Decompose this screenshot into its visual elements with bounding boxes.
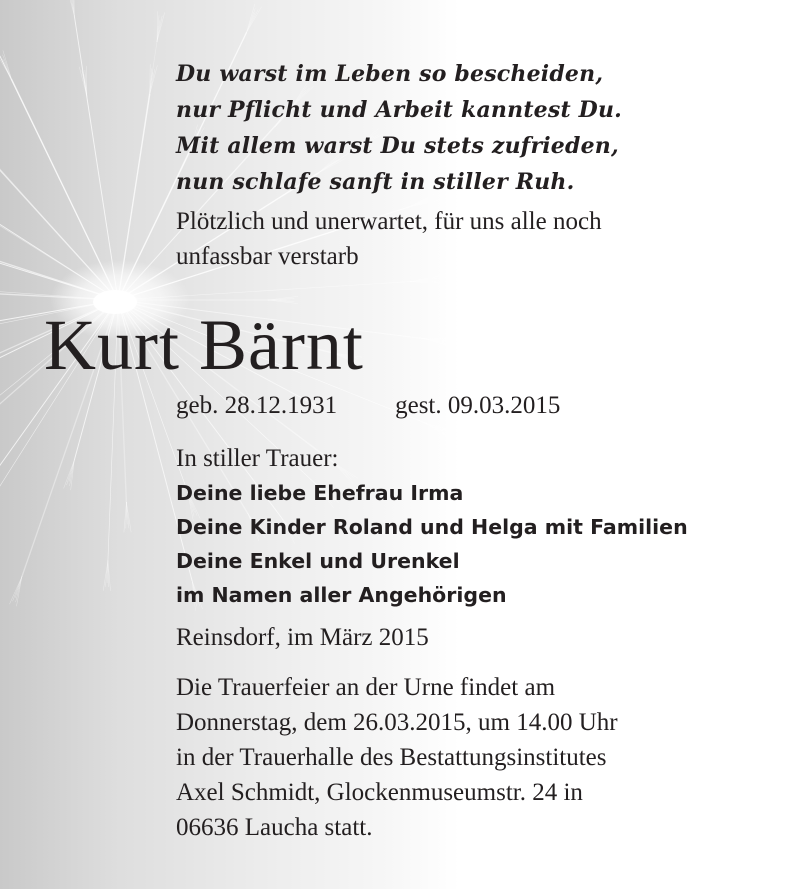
poem-line: nun schlafe sanft in stiller Ruh.	[176, 169, 575, 195]
poem-line: Mit allem warst Du stets zufrieden,	[176, 133, 619, 159]
intro-text	[176, 204, 776, 274]
death-date: gest. 09.03.2015	[395, 392, 561, 419]
funeral-service-info	[176, 670, 776, 845]
intro-line: unfassbar verstarb	[176, 243, 359, 270]
mourner-line: Deine Kinder Roland und Helga mit Familien	[176, 515, 688, 539]
deceased-name: Kurt Bärnt	[44, 305, 364, 385]
mourners-block	[176, 442, 776, 612]
service-line: Axel Schmidt, Glockenmuseumstr. 24 in	[176, 779, 583, 806]
service-line: Die Trauerfeier an der Urne findet am	[176, 674, 556, 701]
mourners-heading: In stiller Trauer:	[176, 445, 339, 472]
header-text	[176, 56, 776, 274]
intro-line: Plötzlich und unerwartet, für uns alle noch	[176, 208, 602, 235]
poem-line: nur Pflicht und Arbeit kanntest Du.	[176, 97, 623, 123]
mourner-line: Deine Enkel und Urenkel	[176, 549, 460, 573]
place-and-date: Reinsdorf, im März 2015	[176, 624, 429, 651]
service-line: 06636 Laucha statt.	[176, 814, 373, 841]
mourner-line: Deine liebe Ehefrau Irma	[176, 481, 464, 505]
birth-date: geb. 28.12.1931	[176, 392, 338, 419]
service-line: in der Trauerhalle des Bestattungsinstitutes	[176, 744, 607, 771]
service-line: Donnerstag, dem 26.03.2015, um 14.00 Uhr	[176, 709, 618, 736]
poem-line: Du warst im Leben so bescheiden,	[176, 61, 604, 87]
life-dates	[176, 388, 560, 424]
mourner-line: im Namen aller Angehörigen	[176, 583, 507, 607]
poem	[176, 56, 776, 200]
